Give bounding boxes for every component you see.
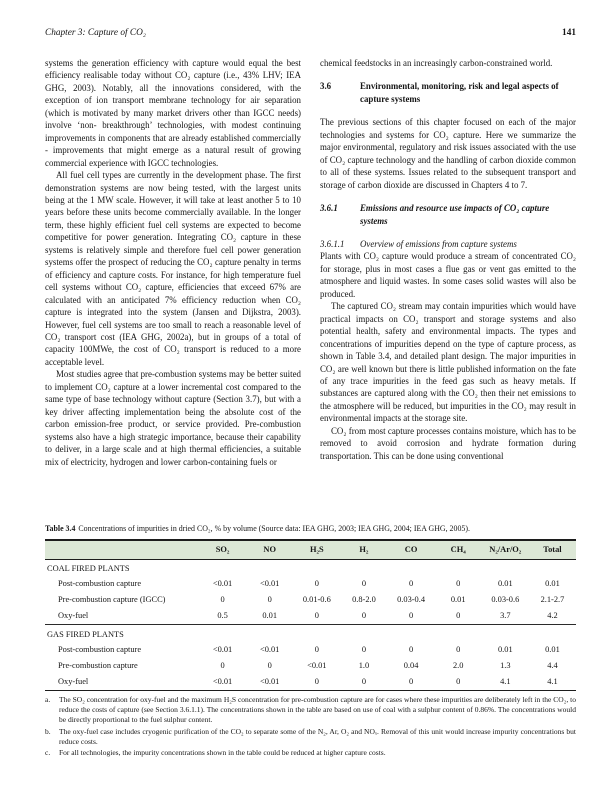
cell-value: 0.01-0.6 bbox=[302, 595, 331, 605]
cell-value: 1.0 bbox=[358, 660, 370, 670]
body-paragraph: All fuel cell types are currently in the development phase. The first demonstration systems are now being tested, with the largest units being at the 1 MW scale. However, it will take at least another 5 to 10 years before these units become commercially available. In the longer term, these highly efficient fuel cell systems are expected to become competitive for power generation. Integrating CO₂ capture in these systems is relatively simple and therefore fuel cell power generation systems offer the prospect of reducing the CO₂ capture penalty in terms of efficiency and capture costs. For instance, for high temperature fuel cell systems without CO₂ capture, efficiencies that exceed 67% are calculated with an anticipated 7% efficiency reduction when CO₂ capture is integrated into the system (Jansen and Dijkstra, 2003). However, fuel cell systems are too small to reach a reasonable level of CO₂ transport cost (IEA GHG, 2002a), but in groups of a total of capacity 100MWe, the cost of CO₂ transport is reduced to a more acceptable level. bbox=[45, 170, 301, 367]
footnote bbox=[45, 727, 576, 748]
footnote bbox=[45, 748, 576, 758]
cell-value: 2.0 bbox=[452, 660, 464, 670]
footnote-marker: a. bbox=[45, 694, 51, 704]
cell-value: 0.01 bbox=[497, 579, 513, 589]
cell-value: <0.01 bbox=[212, 644, 233, 654]
row-label: Post-combustion capture bbox=[58, 644, 142, 654]
running-head bbox=[45, 27, 576, 39]
section-heading-3-6 bbox=[320, 80, 576, 105]
cell-value: 4.4 bbox=[547, 660, 558, 670]
table-row bbox=[45, 608, 576, 625]
cell-value: <0.01 bbox=[307, 660, 327, 670]
table-row bbox=[45, 576, 576, 592]
column-header: CO bbox=[388, 540, 435, 560]
two-column-body bbox=[45, 57, 576, 518]
footnote-text: The SO₂ concentration for oxy-fuel and the maximum H₂S concentration for pre-combustion capture are for cases where these impurities are deliberately left in the CO₂, to reduce the costs of capture (see Section 3.6.1.1). The concentrations shown in the table are based on use of coal with a sulphur content of 0.86%. The concentrations would be directly proportional to the fuel sulphur content. bbox=[59, 694, 576, 725]
cell-value: 0 bbox=[340, 673, 387, 690]
column-header: SO₂ bbox=[199, 540, 246, 560]
cell-value: <0.01 bbox=[212, 579, 233, 589]
cell-value: 3.7 bbox=[500, 611, 511, 621]
table-group-header bbox=[45, 625, 576, 642]
cell-value: 0 bbox=[267, 595, 272, 605]
cell-value: 0 bbox=[456, 644, 461, 654]
chapter-title: Chapter 3: Capture of CO₂ bbox=[45, 28, 147, 38]
cell-value: 0.5 bbox=[217, 611, 228, 621]
cell-value: 1.3 bbox=[500, 660, 511, 670]
left-column bbox=[45, 57, 301, 468]
cell-value: 0 bbox=[435, 673, 482, 690]
cell-value: 0 bbox=[456, 611, 461, 621]
table-caption-label: Table 3.4 bbox=[45, 524, 76, 533]
table-header-row bbox=[45, 540, 576, 560]
column-header: Total bbox=[529, 540, 576, 560]
table-caption-text: Concentrations of impurities in dried CO₂, % by volume (Source data: IEA GHG, 2003; IEA GHG, 2004; IEA GHG, 2005). bbox=[78, 524, 470, 533]
cell-value: 0 bbox=[314, 579, 319, 589]
table-footnotes bbox=[45, 695, 576, 759]
section-title: Overview of emissions from capture systems bbox=[360, 238, 517, 249]
cell-value: 0 bbox=[314, 611, 319, 621]
table-caption bbox=[45, 524, 576, 535]
column-header: N₂/Ar/O₂ bbox=[482, 540, 529, 560]
page-number: 141 bbox=[562, 28, 576, 38]
column-header: NO bbox=[246, 540, 293, 560]
cell-value: 4.2 bbox=[547, 611, 558, 621]
cell-value: <0.01 bbox=[246, 673, 293, 690]
body-paragraph: The previous sections of this chapter focused on each of the major technologies and systems for CO₂ capture. Here we summarize the major environmental, regulatory and risk issues associated with the use of CO₂ capture technology and the handling of carbon dioxide common to all of these systems. Issues related to the subsequent transport and storage of carbon dioxide are discussed in Chapters 4 to 7. bbox=[320, 117, 576, 190]
footnote-marker: b. bbox=[45, 726, 51, 736]
table-row bbox=[45, 592, 576, 608]
row-label: Oxy-fuel bbox=[45, 673, 199, 690]
cell-value: 0.01 bbox=[545, 579, 560, 589]
column-header-empty bbox=[45, 540, 199, 560]
cell-value: 0.01 bbox=[450, 595, 466, 605]
group-name: COAL FIRED PLANTS bbox=[47, 564, 130, 573]
group-name: GAS FIRED PLANTS bbox=[45, 625, 576, 642]
impurities-table bbox=[45, 539, 576, 691]
body-paragraph: Most studies agree that pre-combustion systems may be better suited to implement CO₂ capture at a lower incremental cost compared to the same type of base technology without capture (Section 3.7), but with a key driver affecting implementation being the absolute cost of the carbon emission-free product, or service provided. Pre-combustion systems also have a high strategic importance, because their capability to deliver, in a large scale and at high thermal efficiencies, a suitable mix of electricity, hydrogen and lower carbon-containing fuels or bbox=[45, 369, 301, 467]
cell-value: 0.01 bbox=[497, 644, 513, 654]
cell-value: <0.01 bbox=[259, 644, 280, 654]
cell-value: 0 bbox=[408, 644, 414, 654]
section-heading-3-6-1 bbox=[320, 202, 576, 227]
section-title: Environmental, monitoring, risk and legal aspects of capture systems bbox=[360, 81, 559, 104]
right-column bbox=[320, 57, 576, 462]
cell-value: 0 bbox=[267, 660, 272, 670]
cell-value: 0 bbox=[361, 644, 367, 654]
footnote-marker: c. bbox=[45, 748, 51, 758]
cell-value: 0.01 bbox=[262, 611, 278, 621]
cell-value: 0 bbox=[388, 673, 435, 690]
cell-value: 0 bbox=[361, 579, 367, 589]
cell-value: 0.03-0.4 bbox=[397, 595, 426, 605]
row-label: Post-combustion capture bbox=[58, 579, 142, 589]
cell-value: 0 bbox=[361, 611, 367, 621]
section-number: 3.6 bbox=[320, 81, 332, 92]
cell-value: 0 bbox=[220, 595, 225, 605]
column-header: H₂ bbox=[340, 540, 387, 560]
body-paragraph: Plants with CO₂ capture would produce a stream of concentrated CO₂ for storage, plus in most cases a flue gas or vent gas emitted to the atmosphere and liquid wastes. In some cases solid wastes will also be produced. bbox=[320, 251, 576, 299]
footnote bbox=[45, 695, 576, 726]
cell-value: 4.1 bbox=[529, 673, 576, 690]
cell-value: 2.1-2.7 bbox=[540, 595, 565, 605]
row-label: Pre-combustion capture bbox=[58, 660, 138, 670]
body-paragraph: chemical feedstocks in an increasingly carbon-constrained world. bbox=[320, 58, 553, 68]
cell-value: <0.01 bbox=[199, 673, 246, 690]
section-number: 3.6.1.1 bbox=[320, 238, 345, 249]
table-group-header bbox=[45, 559, 576, 576]
section-title: Emissions and resource use impacts of CO₂ capture systems bbox=[360, 203, 550, 226]
cell-value: 0.04 bbox=[403, 660, 419, 670]
table-row bbox=[45, 657, 576, 673]
row-label: Oxy-fuel bbox=[58, 611, 89, 621]
cell-value: 0.8-2.0 bbox=[352, 595, 376, 605]
section-number: 3.6.1 bbox=[320, 203, 338, 214]
table-row bbox=[45, 673, 576, 690]
body-paragraph: systems the generation efficiency with capture would equal the best efficiency realisable today without CO₂ capture (i.e., 43% LHV; IEA GHG, 2003). Notably, all the innovations considered, with the exception of ion transport membrane technology for air separation (which is motivated by many market drivers other than IGCC needs) involve ‘non- breakthrough’ technologies, with modest continuing improvements in components that are already established commercially - improvements that might emerge as a natural result of growing commercial experience with IGCC technologies. bbox=[45, 58, 301, 168]
footnote-text: The oxy-fuel case includes cryogenic purification of the CO₂ to separate some of the N₂, Ar, O₂ and NOₓ. Removal of this unit would increase impurity concentrations but reduce costs. bbox=[59, 726, 576, 746]
cell-value: 0 bbox=[408, 579, 414, 589]
footnote-text: For all technologies, the impurity concentrations shown in the table could be reduced at higher capture costs. bbox=[59, 748, 386, 758]
cell-value: 0.03-0.6 bbox=[491, 595, 520, 605]
cell-value: 0 bbox=[293, 673, 340, 690]
body-paragraph: The captured CO₂ stream may contain impurities which would have practical impacts on CO₂ transport and storage systems and also potential health, safety and environmental impacts. The types and concentrations of impurities depend on the type of capture process, as shown in Table 3.4, and detailed plant design. The major impurities in CO₂ are well known but there is little published information on the fate of any trace impurities in the feed gas such as heavy metals. If substances are captured along with the CO₂ then their net emissions to the atmosphere will be reduced, but impurities in the CO₂ may result in environmental impacts at the storage site. bbox=[320, 301, 576, 424]
section-heading-3-6-1-1 bbox=[320, 238, 576, 250]
cell-value: 0 bbox=[220, 660, 225, 670]
column-header: CH₄ bbox=[435, 540, 482, 560]
row-label: Pre-combustion capture (IGCC) bbox=[58, 595, 166, 605]
cell-value: 4.1 bbox=[482, 673, 529, 690]
table-3-4-block bbox=[45, 524, 576, 758]
cell-value: 0 bbox=[408, 611, 414, 621]
cell-value: 0.01 bbox=[545, 644, 560, 654]
body-paragraph: CO₂ from most capture processes contains moisture, which has to be removed to avoid corrosion and hydrate formation during transportation. This can be done using conventional bbox=[320, 425, 576, 461]
cell-value: 0 bbox=[314, 644, 319, 654]
table-row bbox=[45, 641, 576, 657]
cell-value: 0 bbox=[456, 579, 461, 589]
column-header: H₂S bbox=[293, 540, 340, 560]
cell-value: <0.01 bbox=[259, 579, 280, 589]
